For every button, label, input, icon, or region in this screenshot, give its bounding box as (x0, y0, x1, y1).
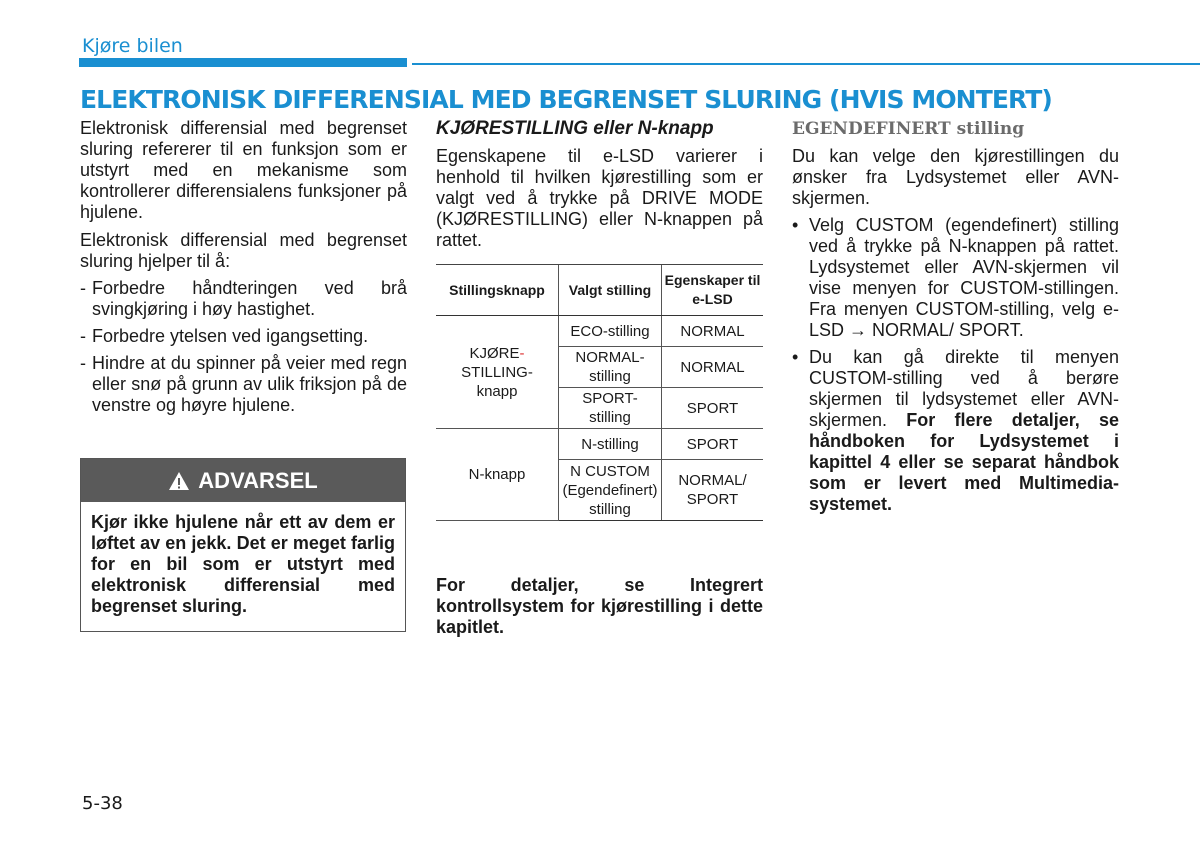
table-cell: NORMAL (662, 316, 764, 347)
intro-paragraph: Elektronisk differensial med begrenset sluring refererer til en funksjon som er utstyrt med en mekanisme som kontrollerer differensialens funksjoner på hjulene. (80, 118, 407, 222)
warning-title: ADVARSEL (198, 467, 318, 493)
table-cell: SPORT (662, 388, 764, 429)
table-cell: N-stilling (559, 429, 662, 460)
warning-triangle-icon (168, 471, 190, 491)
warning-header (81, 459, 405, 502)
details-note: For detaljer, se Integrert kontrollsystem for kjørestilling i dette kapitlet. (436, 575, 763, 637)
custom-mode-heading: EGENDEFINERT stilling (792, 119, 1025, 139)
drive-mode-paragraph: Egenskapene til e-LSD varierer i henhold til hvilken kjørestilling som er valgt ved å trykke på DRIVE MODE (KJØRESTILLING) eller N-knappen på rattet. (436, 146, 763, 250)
table-cell: SPORT-stilling (559, 388, 662, 429)
list-item: • Velg CUSTOM (egendefinert) stilling ved å trykke på N-knappen på rattet. Lydsystemet eller AVN-skjermen vil vise menyen for CUSTOM-stillingen. Fra menyen CUSTOM-stilling, velg e-LSD → NORMAL/ SPORT. (792, 215, 1119, 340)
section-title: ELEKTRONISK DIFFERENSIAL MED BEGRENSET SLURING (HVIS MONTERT) (80, 85, 1052, 114)
table-cell: ECO-stilling (559, 316, 662, 347)
table-group-label: N-knapp (436, 429, 559, 521)
list-item: - Hindre at du spinner på veier med regn eller snø på grunn av ulik friksjon på de venstre og høyre hjulene. (80, 353, 407, 415)
header-bar-thin (412, 63, 1200, 65)
drive-mode-heading: KJØRESTILLING eller N-knapp (436, 118, 714, 139)
custom-mode-paragraph: Du kan velge den kjørestillingen du ønsker fra Lydsystemet eller AVN-skjermen. (792, 146, 1119, 208)
column-middle (436, 118, 763, 251)
table-cell: N CUSTOM (Egendefinert) stilling (559, 460, 662, 521)
list-item: • Du kan gå direkte til menyen CUSTOM-stilling ved å berøre skjermen til lydsystemet eller AVN-skjermen. For flere detaljer, se håndboken for Lydsystemet i kapittel 4 eller se separat håndbok som er levert med Multimedia-systemet. (792, 347, 1119, 514)
column-left (80, 118, 407, 416)
warning-text: Kjør ikke hjulene når ett av dem er løftet av en jekk. Det er meget farlig for en bil som er utstyrt med elektronisk differensial med begrenset sluring. (91, 512, 395, 616)
table-header-cell: Stillingsknapp (436, 265, 559, 316)
table-cell: SPORT (662, 429, 764, 460)
table-row (436, 429, 763, 460)
table-group-label: KJØRE- STILLING- knapp (436, 316, 559, 429)
custom-list (792, 215, 1119, 515)
table-header-cell: Valgt stilling (559, 265, 662, 316)
benefit-list (80, 278, 407, 416)
table-header-cell: Egenskaper til e-LSD (662, 265, 764, 316)
table-row (436, 316, 763, 347)
helps-paragraph: Elektronisk differensial med begrenset sluring hjelper til å: (80, 230, 407, 271)
table-cell: NORMAL/ SPORT (662, 460, 764, 521)
table-cell: NORMAL-stilling (559, 347, 662, 388)
page-number: 5-38 (82, 793, 123, 814)
column-right (792, 118, 1119, 515)
warning-box (80, 458, 406, 632)
list-item: - Forbedre ytelsen ved igangsetting. (80, 326, 369, 346)
table-cell: NORMAL (662, 347, 764, 388)
chapter-label: Kjøre bilen (82, 35, 183, 57)
header-bar-thick (79, 58, 407, 67)
table-header-row (436, 265, 763, 316)
list-item: - Forbedre håndteringen ved brå svingkjøring i høy hastighet. (80, 278, 407, 319)
elsd-table (436, 264, 763, 521)
